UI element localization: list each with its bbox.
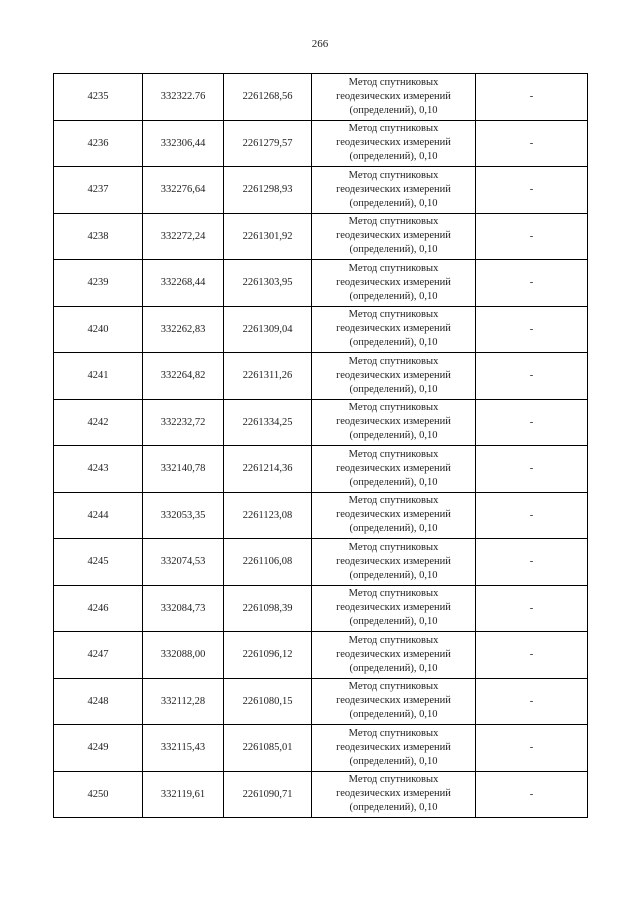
method-line: геодезических измерений (336, 137, 451, 149)
y-coordinate-cell: 2261096,12 (224, 632, 312, 679)
method-line: геодезических измерений (336, 509, 451, 521)
method-cell (312, 725, 476, 772)
point-number-cell: 4245 (54, 539, 143, 586)
point-number-cell: 4241 (54, 353, 143, 400)
method-cell (312, 213, 476, 260)
y-coordinate-cell: 2261279,57 (224, 120, 312, 167)
point-number-cell: 4242 (54, 399, 143, 446)
method-line: геодезических измерений (336, 230, 451, 242)
method-line: геодезических измерений (336, 695, 451, 707)
table-row (54, 632, 588, 679)
point-number-cell: 4236 (54, 120, 143, 167)
method-line: геодезических измерений (336, 323, 451, 335)
method-line: Метод спутниковых (348, 309, 439, 321)
method-cell (312, 167, 476, 214)
table-row (54, 678, 588, 725)
x-coordinate-cell: 332268,44 (143, 260, 224, 307)
x-coordinate-cell: 332264,82 (143, 353, 224, 400)
y-coordinate-cell: 2261309,04 (224, 306, 312, 353)
method-line: Метод спутниковых (348, 262, 439, 274)
method-line: геодезических измерений (336, 555, 451, 567)
method-cell (312, 771, 476, 818)
method-cell (312, 678, 476, 725)
note-cell: - (476, 632, 588, 679)
y-coordinate-cell: 2261303,95 (224, 260, 312, 307)
note-cell: - (476, 213, 588, 260)
y-coordinate-cell: 2261106,08 (224, 539, 312, 586)
point-number-cell: 4243 (54, 446, 143, 493)
y-coordinate-cell: 2261311,26 (224, 353, 312, 400)
x-coordinate-cell: 332232,72 (143, 399, 224, 446)
point-number-cell: 4248 (54, 678, 143, 725)
method-line: Метод спутниковых (348, 123, 439, 135)
table-body (54, 74, 588, 818)
y-coordinate-cell: 2261098,39 (224, 585, 312, 632)
method-line: (определений), 0,10 (349, 290, 438, 302)
method-line: (определений), 0,10 (349, 244, 438, 256)
y-coordinate-cell: 2261301,92 (224, 213, 312, 260)
table-row (54, 74, 588, 121)
table-row (54, 539, 588, 586)
y-coordinate-cell: 2261085,01 (224, 725, 312, 772)
table-row (54, 167, 588, 214)
point-number-cell: 4244 (54, 492, 143, 539)
x-coordinate-cell: 332262,83 (143, 306, 224, 353)
table-row (54, 725, 588, 772)
method-line: геодезических измерений (336, 276, 451, 288)
method-line: (определений), 0,10 (349, 104, 438, 116)
method-line: (определений), 0,10 (349, 151, 438, 163)
method-line: геодезических измерений (336, 462, 451, 474)
table-row (54, 771, 588, 818)
method-line: геодезических измерений (336, 788, 451, 800)
note-cell: - (476, 353, 588, 400)
point-number-cell: 4240 (54, 306, 143, 353)
x-coordinate-cell: 332084,73 (143, 585, 224, 632)
method-line: Метод спутниковых (348, 774, 439, 786)
x-coordinate-cell: 332140,78 (143, 446, 224, 493)
method-line: (определений), 0,10 (349, 430, 438, 442)
y-coordinate-cell: 2261123,08 (224, 492, 312, 539)
table-row (54, 120, 588, 167)
method-line: геодезических измерений (336, 90, 451, 102)
note-cell: - (476, 120, 588, 167)
method-line: Метод спутниковых (348, 541, 439, 553)
method-cell (312, 446, 476, 493)
note-cell: - (476, 492, 588, 539)
method-line: (определений), 0,10 (349, 616, 438, 628)
method-cell (312, 353, 476, 400)
y-coordinate-cell: 2261298,93 (224, 167, 312, 214)
method-cell (312, 539, 476, 586)
note-cell: - (476, 678, 588, 725)
method-line: геодезических измерений (336, 369, 451, 381)
table-row (54, 399, 588, 446)
method-line: (определений), 0,10 (349, 569, 438, 581)
method-cell (312, 260, 476, 307)
note-cell: - (476, 725, 588, 772)
table-row (54, 446, 588, 493)
method-line: (определений), 0,10 (349, 709, 438, 721)
y-coordinate-cell: 2261214,36 (224, 446, 312, 493)
method-line: (определений), 0,10 (349, 802, 438, 814)
method-line: геодезических измерений (336, 741, 451, 753)
x-coordinate-cell: 332322.76 (143, 74, 224, 121)
method-line: (определений), 0,10 (349, 476, 438, 488)
method-line: (определений), 0,10 (349, 383, 438, 395)
note-cell: - (476, 539, 588, 586)
method-line: (определений), 0,10 (349, 662, 438, 674)
method-line: Метод спутниковых (348, 216, 439, 228)
point-number-cell: 4238 (54, 213, 143, 260)
method-line: (определений), 0,10 (349, 337, 438, 349)
method-line: Метод спутниковых (348, 448, 439, 460)
table-row (54, 585, 588, 632)
x-coordinate-cell: 332272,24 (143, 213, 224, 260)
point-number-cell: 4239 (54, 260, 143, 307)
table-row (54, 260, 588, 307)
point-number-cell: 4246 (54, 585, 143, 632)
table-row (54, 213, 588, 260)
x-coordinate-cell: 332088,00 (143, 632, 224, 679)
method-line: геодезических измерений (336, 416, 451, 428)
method-line: (определений), 0,10 (349, 523, 438, 535)
method-line: Метод спутниковых (348, 681, 439, 693)
method-line: (определений), 0,10 (349, 197, 438, 209)
note-cell: - (476, 771, 588, 818)
note-cell: - (476, 306, 588, 353)
note-cell: - (476, 167, 588, 214)
note-cell: - (476, 446, 588, 493)
table-row (54, 492, 588, 539)
note-cell: - (476, 260, 588, 307)
method-cell (312, 632, 476, 679)
y-coordinate-cell: 2261090,71 (224, 771, 312, 818)
y-coordinate-cell: 2261334,25 (224, 399, 312, 446)
point-number-cell: 4237 (54, 167, 143, 214)
x-coordinate-cell: 332074,53 (143, 539, 224, 586)
x-coordinate-cell: 332053,35 (143, 492, 224, 539)
method-line: Метод спутниковых (348, 169, 439, 181)
note-cell: - (476, 399, 588, 446)
method-line: Метод спутниковых (348, 727, 439, 739)
y-coordinate-cell: 2261268,56 (224, 74, 312, 121)
method-line: Метод спутниковых (348, 76, 439, 88)
y-coordinate-cell: 2261080,15 (224, 678, 312, 725)
method-line: Метод спутниковых (348, 634, 439, 646)
method-line: (определений), 0,10 (349, 755, 438, 767)
note-cell: - (476, 74, 588, 121)
note-cell: - (476, 585, 588, 632)
table-row (54, 353, 588, 400)
table-row (54, 306, 588, 353)
method-line: Метод спутниковых (348, 402, 439, 414)
x-coordinate-cell: 332112,28 (143, 678, 224, 725)
method-line: геодезических измерений (336, 648, 451, 660)
method-line: Метод спутниковых (348, 495, 439, 507)
method-cell (312, 585, 476, 632)
method-cell (312, 399, 476, 446)
method-line: геодезических измерений (336, 602, 451, 614)
method-line: геодезических измерений (336, 183, 451, 195)
point-number-cell: 4249 (54, 725, 143, 772)
point-number-cell: 4250 (54, 771, 143, 818)
method-cell (312, 74, 476, 121)
page-number: 266 (311, 38, 329, 50)
point-number-cell: 4247 (54, 632, 143, 679)
coordinates-table (53, 73, 588, 818)
x-coordinate-cell: 332119,61 (143, 771, 224, 818)
method-line: Метод спутниковых (348, 355, 439, 367)
x-coordinate-cell: 332115,43 (143, 725, 224, 772)
x-coordinate-cell: 332276,64 (143, 167, 224, 214)
x-coordinate-cell: 332306,44 (143, 120, 224, 167)
method-line: Метод спутниковых (348, 588, 439, 600)
method-cell (312, 492, 476, 539)
point-number-cell: 4235 (54, 74, 143, 121)
method-cell (312, 306, 476, 353)
method-cell (312, 120, 476, 167)
